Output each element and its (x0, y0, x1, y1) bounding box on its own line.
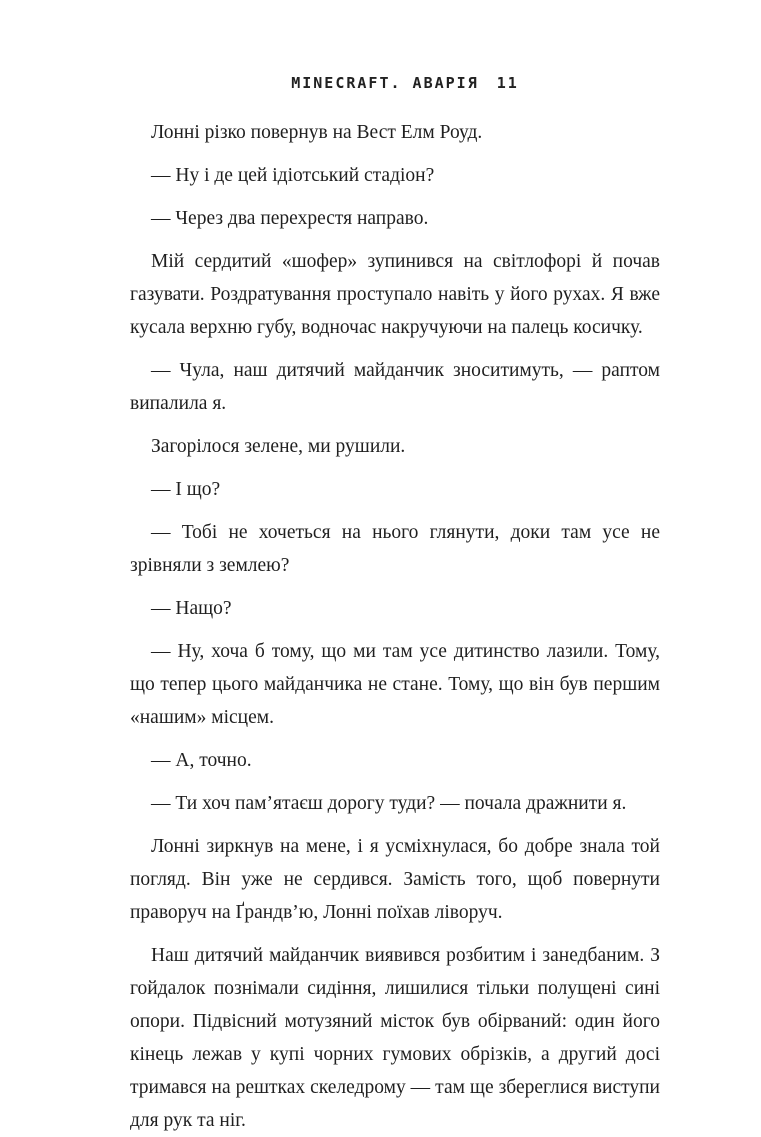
paragraph: — Чула, наш дитячий майданчик зноситимуть, — раптом випалила я. (130, 360, 660, 414)
page-number: 11 (496, 74, 519, 92)
paragraph: Загорілося зелене, ми рушили. (151, 436, 406, 457)
paragraph: Мій сердитий «шофер» зупинився на світлофорі й почав газувати. Роздратування проступало навіть у його рухах. Я вже кусала верхню губу, водночас накручуючи на палець косичку. (130, 251, 660, 338)
paragraph: Лонні різко повернув на Вест Елм Роуд. (151, 122, 483, 143)
book-title: MINECRAFT. АВАРІЯ (291, 74, 479, 92)
paragraph: Лонні зиркнув на мене, і я усміхнулася, бо добре знала той погляд. Він уже не сердився. Замість того, щоб повернути праворуч на Ґрандв’ю, Лонні поїхав ліворуч. (130, 836, 660, 923)
paragraph: — Ну, хоча б тому, що ми там усе дитинство лазили. Тому, що тепер цього майданчика не стане. Тому, що він був першим «нашим» місцем. (130, 641, 660, 728)
paragraph: Наш дитячий майданчик виявився розбитим і занедбаним. З гойдалок познімали сидіння, лишилися тільки полущені сині опори. Підвісний мотузяний місток був обірваний: один його кінець лежав у купі чорних гумових обрізків, а другий досі тримався на рештках скеледрому — там ще збереглися виступи для рук та ніг. (130, 945, 660, 1131)
body-text (130, 116, 660, 1137)
paragraph: — Тобі не хочеться на нього глянути, доки там усе не зрівняли з землею? (130, 522, 660, 576)
paragraph: — Нащо? (151, 598, 232, 619)
paragraph: — Ну і де цей ідіотський стадіон? (151, 165, 435, 186)
paragraph: — Ти хоч пам’ятаєш дорогу туди? — почала дражнити я. (151, 793, 627, 814)
paragraph: — І що? (151, 479, 221, 500)
paragraph: — Через два перехрестя направо. (151, 208, 429, 229)
running-header (150, 74, 660, 92)
paragraph: — А, точно. (151, 750, 252, 771)
